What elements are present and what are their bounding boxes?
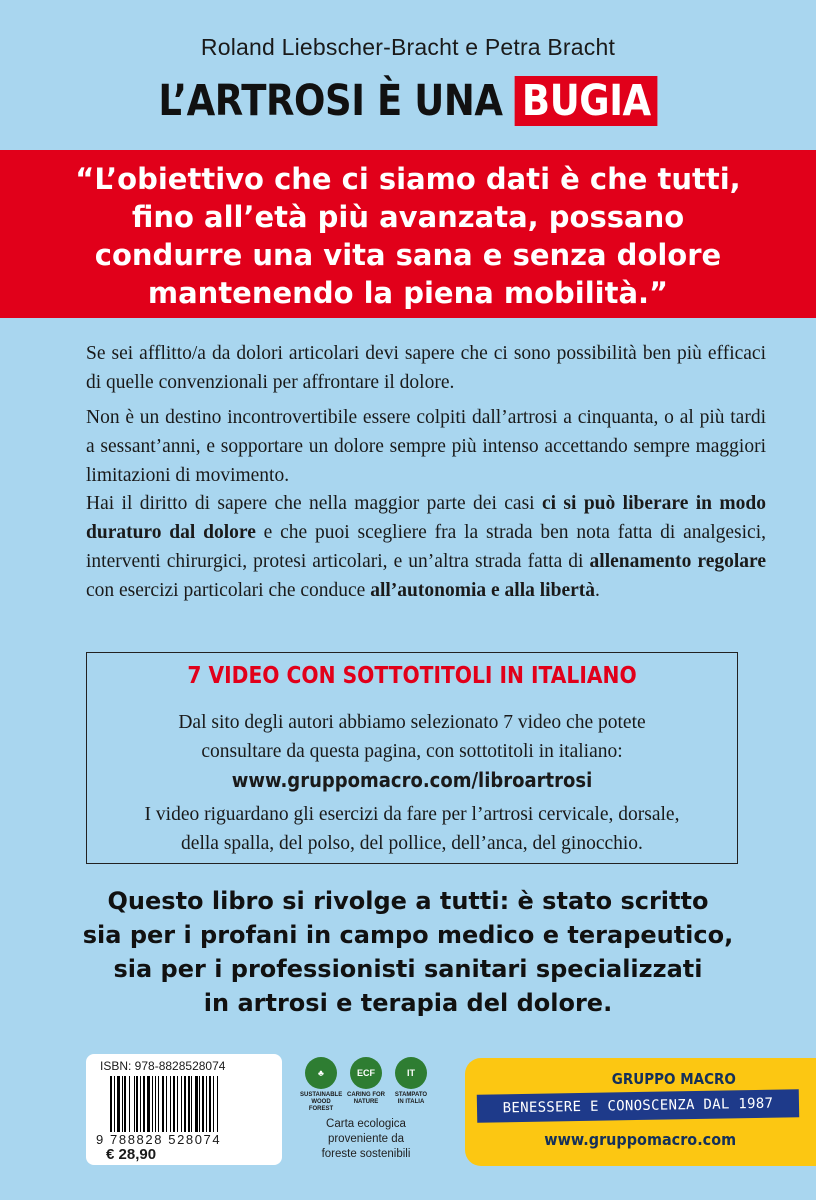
barcode-bar [155,1076,156,1132]
cert-label-line: WOOD FOREST [308,1099,334,1112]
audience-statement [0,884,816,1020]
cert-sustainable [300,1057,342,1113]
quote-line: “L’obiettivo che ci siamo dati è che tutti, [75,162,741,196]
cert-label-line: CARING FOR [347,1092,385,1098]
barcode-bar [170,1076,171,1132]
book-title [57,76,759,126]
cert-label-line: NATURE [353,1099,379,1105]
barcode-bar [114,1076,115,1132]
barcode-bar [110,1076,112,1132]
book-title-highlight: BUGIA [515,76,658,126]
video-box [86,652,738,864]
paragraph-3-text: e che puoi scegliere fra la strada ben nota fatta di analgesici, interventi chirurgici, protesi articolari, e un’altra strada fatta di [86,522,766,572]
eco-line: foreste sostenibili [321,1148,411,1160]
video-box-desc-line: Dal sito degli autori abbiamo selezionato 7 video che potete [178,712,646,733]
cert-label [390,1092,432,1106]
barcode-bar [195,1076,198,1132]
cert-label-line: STAMPATO [394,1092,428,1098]
price: € 28,90 [106,1146,157,1163]
paragraph-3-text: con esercizi particolari che conduce [86,580,371,601]
barcode-bar [181,1076,182,1132]
publisher-name: GRUPPO MACRO [611,1070,736,1088]
video-box-description [87,708,737,766]
barcode-bar [213,1076,214,1132]
barcode-bar [158,1076,159,1132]
video-box-url[interactable]: www.gruppomacro.com/libroartrosi [231,768,593,792]
barcode-bar [162,1076,164,1132]
paragraph-3-bold: all’autonomia e alla libertà [370,580,595,601]
paragraph-1: Se sei afflitto/a da dolori articolari devi sapere che ci sono possibilità ben più efficaci di quelle convenzionali per affrontare il dolore. [86,343,766,393]
quote-line: mantenendo la piena mobilità.” [147,276,669,310]
barcode-bar [136,1076,138,1132]
cert-ecf [345,1057,387,1106]
eco-paper-note [300,1117,432,1162]
barcode-bar [177,1076,178,1132]
cert-label-line: SUSTAINABLE [300,1092,343,1098]
barcode-bar [202,1076,204,1132]
ecf-icon: ECF [350,1057,382,1089]
paragraph-3-bold: ci si può liberare in modo duraturo dal dolore [86,493,766,543]
isbn-label: ISBN: 978-8828528074 [100,1059,226,1073]
barcode-bar [117,1076,120,1132]
paragraph-3-text: Hai il diritto di sapere che nella maggior parte dei casi [86,493,542,514]
paragraph-3-bold: allenamento regolare [589,551,766,572]
video-box-topics-line: I video riguardano gli esercizi da fare per l’artrosi cervicale, dorsale, [144,804,680,825]
barcode-bar [147,1076,150,1132]
paragraph-3 [86,489,766,605]
eco-line: proveniente da [327,1133,405,1145]
book-title-main: L’ARTROSI È UNA [158,76,503,126]
video-box-title: 7 VIDEO CON SOTTOTITOLI IN ITALIANO [187,663,637,689]
barcode-bar [199,1076,200,1132]
audience-line: sia per i professionisti sanitari specializzati [113,955,703,983]
video-box-topics [87,800,737,858]
authors: Roland Liebscher-Bracht e Petra Bracht [200,34,616,60]
barcode-bar [209,1076,211,1132]
publisher-panel [465,1058,816,1166]
barcode-digits: 9 788828 528074 [96,1132,222,1147]
barcode-bar [206,1076,207,1132]
barcode-bar [152,1076,153,1132]
publisher-website[interactable]: www.gruppomacro.com [544,1130,736,1149]
barcode-bar [140,1076,141,1132]
video-box-desc-line: consultare da questa pagina, con sottotitoli in italiano: [201,741,623,762]
audience-line: in artrosi e terapia del dolore. [203,989,613,1017]
quote-line: fino all’età più avanzata, possano [131,200,685,234]
quote-line: condurre una vita sana e senza dolore [94,238,722,272]
tree-icon: ♣ [305,1057,337,1089]
barcode-bar [166,1076,167,1132]
italy-icon: IT [395,1057,427,1089]
barcode-bar [134,1076,135,1132]
audience-line: sia per i profani in campo medico e terapeutico, [82,921,734,949]
quote [0,160,816,312]
paragraph-2: Non è un destino incontrovertibile essere colpiti dall’artrosi a cinquanta, o al più tardi a sessant’anni, e sopportare un dolore sempre più intenso accettando sempre maggiori limitazioni di movimento. [86,407,766,486]
eco-line: Carta ecologica [326,1118,406,1130]
barcode-bar [188,1076,190,1132]
publisher-tagline: BENESSERE E CONOSCENZA DAL 1987 [477,1089,799,1123]
barcode-card [86,1054,282,1165]
video-box-topics-line: della spalla, del polso, del pollice, dell’anca, del ginocchio. [181,833,643,854]
barcode-bar [217,1076,218,1132]
audience-line: Questo libro si rivolge a tutti: è stato scritto [107,887,709,915]
barcode-bar [184,1076,186,1132]
paragraph-3-text: . [595,580,600,601]
barcode-bar [143,1076,145,1132]
cert-label [345,1092,387,1106]
barcode-bar [191,1076,192,1132]
barcode-bar [124,1076,126,1132]
barcode-bars [110,1076,266,1132]
cert-italy [390,1057,432,1106]
barcode-bar [173,1076,175,1132]
cert-label-line: IN ITALIA [397,1099,425,1105]
cert-label [300,1092,342,1113]
barcode-bar [122,1076,123,1132]
barcode-bar [129,1076,130,1132]
quote-band [0,150,816,318]
